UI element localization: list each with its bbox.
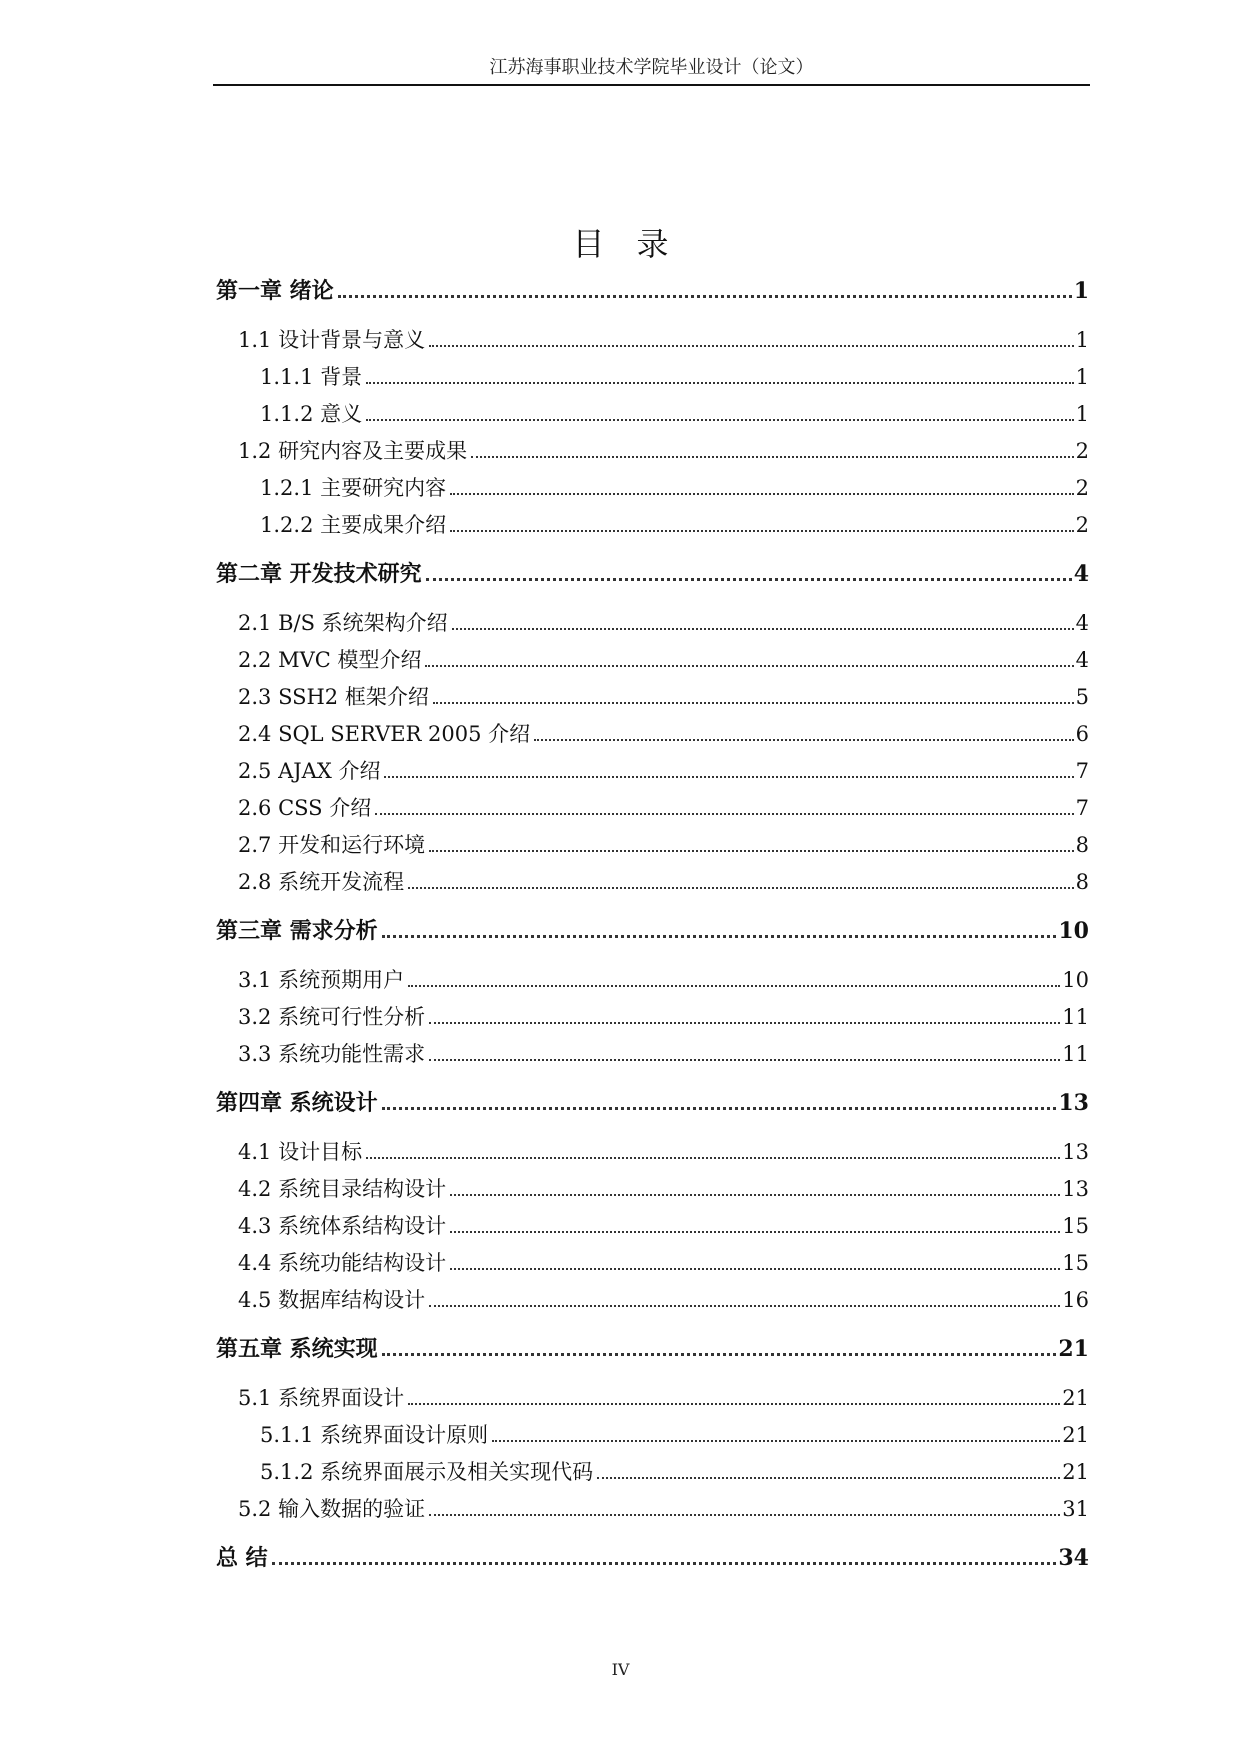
- toc-entry-page-number: 1: [1073, 278, 1089, 304]
- toc-dot-leader: [408, 887, 1074, 889]
- toc-entry-label: 第三章 需求分析: [216, 918, 378, 944]
- toc-section-entry[interactable]: [216, 1205, 1089, 1239]
- toc-section-entry[interactable]: [216, 787, 1089, 821]
- toc-dot-leader: [408, 985, 1060, 987]
- toc-entry-label: 2.6 CSS 介绍: [238, 796, 372, 820]
- toc-dot-leader: [429, 1059, 1060, 1061]
- toc-entry-page-number: 13: [1058, 1090, 1089, 1116]
- toc-entry-page-number: 2: [1075, 439, 1089, 463]
- toc-entry-page-number: 34: [1058, 1545, 1089, 1571]
- toc-entry-page-number: 8: [1075, 870, 1089, 894]
- toc-section-entry[interactable]: [216, 1033, 1089, 1067]
- toc-dot-leader: [429, 1305, 1060, 1307]
- toc-chapter-entry[interactable]: [216, 910, 1089, 944]
- toc-section-entry[interactable]: [216, 959, 1089, 993]
- toc-dot-leader: [452, 628, 1074, 630]
- toc-entry-page-number: 21: [1062, 1386, 1089, 1410]
- toc-dot-leader: [429, 1514, 1060, 1516]
- toc-entry-page-number: 7: [1075, 759, 1089, 783]
- toc-entry-page-number: 16: [1062, 1288, 1089, 1312]
- toc-chapter-entry[interactable]: [216, 1082, 1089, 1116]
- toc-entry-page-number: 10: [1062, 968, 1089, 992]
- toc-entry-label: 4.3 系统体系结构设计: [238, 1214, 447, 1238]
- toc-dot-leader: [492, 1440, 1060, 1442]
- toc-section-entry[interactable]: [216, 1242, 1089, 1276]
- toc-section-entry[interactable]: [216, 750, 1089, 784]
- toc-dot-leader: [450, 1231, 1060, 1233]
- toc-entry-page-number: 1: [1075, 365, 1089, 389]
- toc-dot-leader: [471, 456, 1074, 458]
- toc-entry-page-number: 11: [1062, 1005, 1089, 1029]
- toc-entry-label: 2.1 B/S 系统架构介绍: [238, 611, 448, 635]
- toc-entry-page-number: 1: [1075, 328, 1089, 352]
- toc-entry-label: 2.2 MVC 模型介绍: [238, 648, 422, 672]
- page-header: 江苏海事职业技术学院毕业设计（论文）: [213, 56, 1090, 86]
- toc-entry-page-number: 4: [1075, 611, 1089, 635]
- toc-entry-page-number: 2: [1075, 476, 1089, 500]
- toc-entry-label: 1.2.2 主要成果介绍: [260, 513, 447, 537]
- toc-section-entry[interactable]: [216, 1131, 1089, 1165]
- toc-chapter-entry[interactable]: [216, 553, 1089, 587]
- toc-entry-page-number: 7: [1075, 796, 1089, 820]
- toc-entry-label: 1.1.2 意义: [260, 402, 363, 426]
- toc-section-entry[interactable]: [216, 319, 1089, 353]
- toc-dot-leader: [429, 1022, 1060, 1024]
- toc-entry-label: 1.1.1 背景: [260, 365, 363, 389]
- toc-entry-label: 4.5 数据库结构设计: [238, 1288, 426, 1312]
- toc-entry-label: 2.5 AJAX 介绍: [238, 759, 381, 783]
- toc-dot-leader: [534, 739, 1073, 741]
- toc-section-entry[interactable]: [216, 356, 1089, 390]
- toc-entry-page-number: 4: [1073, 561, 1089, 587]
- toc-title: 目录: [572, 225, 701, 263]
- toc-section-entry[interactable]: [216, 467, 1089, 501]
- toc-entry-page-number: 13: [1062, 1177, 1089, 1201]
- toc-entry-page-number: 6: [1075, 722, 1089, 746]
- toc-entry-label: 第二章 开发技术研究: [216, 561, 422, 587]
- toc-entry-page-number: 21: [1062, 1423, 1089, 1447]
- toc-dot-leader: [429, 850, 1074, 852]
- toc-section-entry[interactable]: [216, 996, 1089, 1030]
- toc-section-entry[interactable]: [216, 393, 1089, 427]
- toc-section-entry[interactable]: [216, 1377, 1089, 1411]
- toc-entry-label: 5.1 系统界面设计: [238, 1386, 405, 1410]
- toc-entry-page-number: 2: [1075, 513, 1089, 537]
- toc-dot-leader: [429, 345, 1074, 347]
- toc-dot-leader: [366, 382, 1074, 384]
- toc-entry-label: 第一章 绪论: [216, 278, 334, 304]
- toc-entry-page-number: 15: [1062, 1214, 1089, 1238]
- toc-entry-label: 5.1.2 系统界面展示及相关实现代码: [260, 1460, 594, 1484]
- toc-entry-page-number: 8: [1075, 833, 1089, 857]
- toc-section-entry[interactable]: [216, 1168, 1089, 1202]
- toc-entry-label: 1.2 研究内容及主要成果: [238, 439, 468, 463]
- toc-entry-page-number: 31: [1062, 1497, 1089, 1521]
- toc-entry-label: 3.1 系统预期用户: [238, 968, 405, 992]
- toc-entry-page-number: 21: [1062, 1460, 1089, 1484]
- toc-entry-label: 3.3 系统功能性需求: [238, 1042, 426, 1066]
- toc-entry-label: 4.4 系统功能结构设计: [238, 1251, 447, 1275]
- toc-entry-label: 5.1.1 系统界面设计原则: [260, 1423, 489, 1447]
- toc-entry-page-number: 21: [1058, 1336, 1089, 1362]
- toc-entry-label: 第四章 系统设计: [216, 1090, 378, 1116]
- toc-entry-label: 2.8 系统开发流程: [238, 870, 405, 894]
- toc-dot-leader: [375, 813, 1073, 815]
- toc-entry-page-number: 1: [1075, 402, 1089, 426]
- table-of-contents: [216, 0, 1089, 1700]
- toc-dot-leader: [366, 1157, 1060, 1159]
- toc-entry-page-number: 13: [1062, 1140, 1089, 1164]
- toc-dot-leader: [338, 295, 1072, 298]
- toc-dot-leader: [597, 1477, 1060, 1479]
- toc-chapter-entry[interactable]: [216, 1537, 1089, 1571]
- toc-dot-leader: [382, 1107, 1057, 1110]
- toc-entry-label: 2.3 SSH2 框架介绍: [238, 685, 429, 709]
- toc-section-entry[interactable]: [216, 430, 1089, 464]
- toc-section-entry[interactable]: [216, 824, 1089, 858]
- toc-entry-page-number: 10: [1058, 918, 1089, 944]
- toc-entry-label: 3.2 系统可行性分析: [238, 1005, 426, 1029]
- toc-entry-page-number: 11: [1062, 1042, 1089, 1066]
- toc-section-entry[interactable]: [216, 1488, 1089, 1522]
- toc-dot-leader: [426, 578, 1072, 581]
- toc-chapter-entry[interactable]: [216, 1328, 1089, 1362]
- toc-section-entry[interactable]: [216, 602, 1089, 636]
- toc-entry-label: 1.1 设计背景与意义: [238, 328, 426, 352]
- toc-section-entry[interactable]: [216, 861, 1089, 895]
- toc-entry-label: 总 结: [216, 1545, 268, 1571]
- toc-section-entry[interactable]: [216, 713, 1089, 747]
- toc-dot-leader: [433, 702, 1074, 704]
- toc-dot-leader: [450, 530, 1074, 532]
- page-number: IV: [611, 1660, 630, 1679]
- toc-dot-leader: [425, 665, 1073, 667]
- toc-section-entry[interactable]: [216, 1279, 1089, 1313]
- toc-section-entry[interactable]: [216, 639, 1089, 673]
- toc-entry-label: 2.4 SQL SERVER 2005 介绍: [238, 722, 531, 746]
- toc-dot-leader: [450, 1268, 1060, 1270]
- toc-entry-page-number: 5: [1075, 685, 1089, 709]
- toc-dot-leader: [450, 493, 1074, 495]
- toc-dot-leader: [382, 935, 1057, 938]
- toc-dot-leader: [450, 1194, 1060, 1196]
- toc-dot-leader: [384, 776, 1073, 778]
- toc-chapter-entry[interactable]: [216, 270, 1089, 304]
- toc-entry-label: 1.2.1 主要研究内容: [260, 476, 447, 500]
- toc-entry-label: 4.2 系统目录结构设计: [238, 1177, 447, 1201]
- toc-entry-page-number: 15: [1062, 1251, 1089, 1275]
- toc-entry-label: 2.7 开发和运行环境: [238, 833, 426, 857]
- toc-section-entry[interactable]: [216, 1414, 1089, 1448]
- toc-dot-leader: [408, 1403, 1060, 1405]
- toc-entry-label: 第五章 系统实现: [216, 1336, 378, 1362]
- toc-section-entry[interactable]: [216, 504, 1089, 538]
- toc-dot-leader: [366, 419, 1074, 421]
- toc-entry-label: 4.1 设计目标: [238, 1140, 363, 1164]
- toc-entry-page-number: 4: [1075, 648, 1089, 672]
- toc-dot-leader: [382, 1353, 1057, 1356]
- toc-section-entry[interactable]: [216, 1451, 1089, 1485]
- toc-section-entry[interactable]: [216, 676, 1089, 710]
- toc-dot-leader: [272, 1562, 1057, 1565]
- toc-entry-label: 5.2 输入数据的验证: [238, 1497, 426, 1521]
